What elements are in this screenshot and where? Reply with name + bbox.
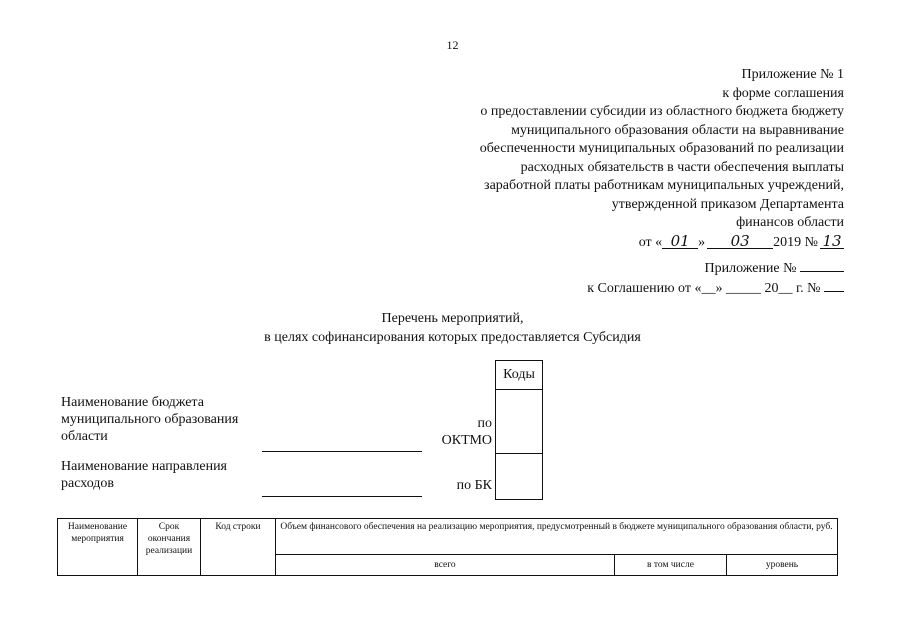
agreement-reference: [587, 259, 844, 299]
table-header-row: [58, 519, 838, 555]
oktmo-label-2: ОКТМО: [441, 433, 492, 448]
col-total: всего: [276, 555, 615, 576]
agreement-appendix-line: [587, 259, 844, 279]
agreement-appendix-blank: [800, 259, 844, 272]
title-line-1: Перечень мероприятий,: [381, 311, 524, 326]
col-row-code: Код строки: [201, 519, 276, 576]
oktmo-label-1: по: [477, 416, 492, 431]
appendix-line: Приложение № 1: [741, 67, 844, 82]
agreement-appendix-label: Приложение №: [704, 261, 797, 276]
oktmo-label: [420, 415, 492, 449]
col-activity-name: Наименование мероприятия: [58, 519, 138, 576]
oktmo-code-cell: [496, 390, 542, 454]
col-end-date: Срок окончания реализации: [138, 519, 201, 576]
appendix-line: финансов области: [736, 215, 844, 230]
appendix-line: утвержденной приказом Департамента: [611, 196, 844, 212]
appendix-line: к форме соглашения: [722, 85, 844, 101]
col-level: уровень: [727, 555, 838, 576]
handwritten-day: 01: [662, 234, 698, 249]
title-line-2: в целях софинансирования которых предоставляется Субсидия: [264, 330, 641, 345]
approval-date-line: [480, 231, 844, 253]
col-including: в том числе: [615, 555, 727, 576]
appendix-line: муниципального образования области на выравнивание: [511, 122, 844, 138]
date-mid: »: [698, 234, 706, 250]
budget-name-label: Наименование бюджета муниципального образования области: [61, 395, 239, 444]
activities-table: [57, 518, 838, 576]
col-financing-volume: Объем финансового обеспечения на реализацию мероприятия, предусмотренный в бюджете муниципального образования области, руб.: [276, 519, 838, 555]
appendix-line: заработной платы работникам муниципальных учреждений,: [484, 178, 844, 193]
direction-label: Наименование направления расходов: [61, 459, 227, 491]
appendix-line: о предоставлении субсидии из областного бюджета бюджету: [480, 104, 844, 119]
direction-line: [262, 496, 422, 497]
handwritten-month: 03: [707, 234, 773, 249]
date-prefix: от «: [638, 234, 663, 250]
appendix-line: расходных обязательств в части обеспечения выплаты: [520, 159, 844, 175]
codes-box: [495, 360, 543, 500]
agreement-date-line: [587, 279, 844, 299]
document-title: [0, 309, 905, 347]
appendix-line: обеспеченности муниципальных образований по реализации: [479, 141, 844, 156]
agreement-number-blank: [824, 279, 844, 292]
page-number: 12: [446, 38, 459, 52]
codes-header: Коды: [496, 361, 542, 390]
date-year: 2019 №: [773, 234, 818, 250]
appendix-header: [480, 66, 844, 252]
agreement-date-label: к Соглашению от «__» _____ 20__ г. №: [587, 281, 821, 296]
budget-name-line: [262, 451, 422, 452]
handwritten-number: 13: [820, 234, 844, 249]
bk-label: по БК: [456, 478, 492, 493]
